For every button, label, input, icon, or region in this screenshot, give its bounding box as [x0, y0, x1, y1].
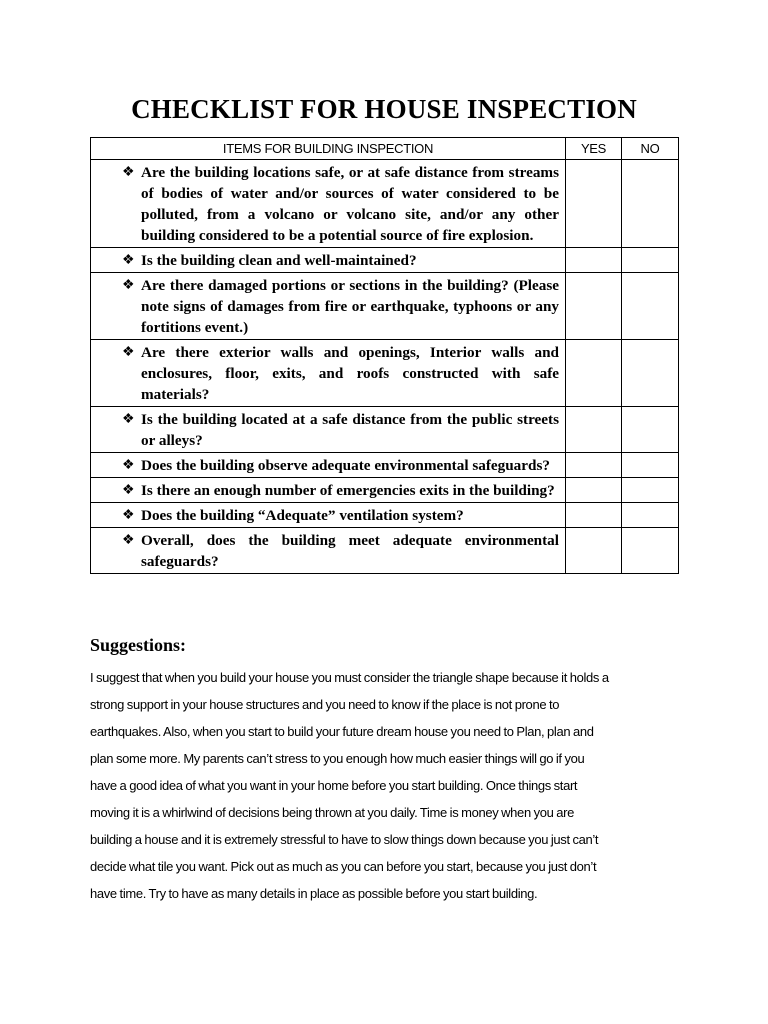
- item-cell: [91, 407, 566, 453]
- table-row: [91, 503, 679, 528]
- no-cell[interactable]: [622, 273, 679, 340]
- item-cell: [91, 273, 566, 340]
- diamond-bullet-icon: ❖: [122, 483, 135, 498]
- yes-cell[interactable]: [566, 528, 622, 574]
- item-cell: [91, 478, 566, 503]
- yes-cell[interactable]: [566, 478, 622, 503]
- diamond-bullet-icon: ❖: [122, 165, 135, 180]
- no-cell[interactable]: [622, 478, 679, 503]
- diamond-bullet-icon: ❖: [122, 458, 135, 473]
- header-yes: YES: [566, 138, 622, 160]
- item-text: Are there exterior walls and openings, Interior walls and enclosures, floor, exits, and roofs constructed with safe materials?: [141, 344, 559, 403]
- table-row: [91, 407, 679, 453]
- paragraph-line: plan some more. My parents can’t stress to you enough how much easier things will go if you: [90, 751, 585, 766]
- item-cell: [91, 503, 566, 528]
- table-row: [91, 248, 679, 273]
- table-row: [91, 528, 679, 574]
- paragraph-line: decide what tile you want. Pick out as much as you can before you start, because you just don’t: [90, 859, 597, 874]
- no-cell[interactable]: [622, 160, 679, 248]
- item-text: Are the building locations safe, or at safe distance from streams of bodies of water and/or sources of water considered to be polluted, from a volcano or volcano site, and/or any other building considered to be a potential source of fire explosion.: [141, 164, 559, 244]
- diamond-bullet-icon: ❖: [122, 278, 135, 293]
- item-cell: [91, 160, 566, 248]
- no-cell[interactable]: [622, 248, 679, 273]
- item-text: Are there damaged portions or sections in the building? (Please note signs of damages from fire or earthquake, typhoons or any fortitions event.): [141, 277, 559, 336]
- yes-cell[interactable]: [566, 160, 622, 248]
- suggestions-heading: Suggestions:: [90, 635, 187, 655]
- table-row: [91, 453, 679, 478]
- page-title: CHECKLIST FOR HOUSE INSPECTION: [131, 94, 637, 124]
- diamond-bullet-icon: ❖: [122, 533, 135, 548]
- no-cell[interactable]: [622, 407, 679, 453]
- suggestions-paragraph: [90, 664, 678, 907]
- header-no: NO: [622, 138, 679, 160]
- paragraph-line: earthquakes. Also, when you start to build your future dream house you need to Plan, plan and: [90, 724, 594, 739]
- diamond-bullet-icon: ❖: [122, 345, 135, 360]
- paragraph-line: have a good idea of what you want in your home before you start building. Once things start: [90, 778, 578, 793]
- item-text: Overall, does the building meet adequate environmental safeguards?: [141, 532, 559, 570]
- yes-cell[interactable]: [566, 407, 622, 453]
- no-cell[interactable]: [622, 340, 679, 407]
- table-row: [91, 160, 679, 248]
- yes-cell[interactable]: [566, 340, 622, 407]
- item-cell: [91, 453, 566, 478]
- paragraph-line: I suggest that when you build your house you must consider the triangle shape because it holds a: [90, 670, 609, 685]
- yes-cell[interactable]: [566, 248, 622, 273]
- item-cell: [91, 340, 566, 407]
- diamond-bullet-icon: ❖: [122, 508, 135, 523]
- paragraph-line: moving it is a whirlwind of decisions being thrown at you daily. Time is money when you are: [90, 805, 574, 820]
- table-header-row: [91, 138, 679, 160]
- item-text: Is the building located at a safe distance from the public streets or alleys?: [141, 411, 559, 449]
- paragraph-line: have time. Try to have as many details in place as possible before you start building.: [90, 886, 538, 901]
- diamond-bullet-icon: ❖: [122, 412, 135, 427]
- header-items: ITEMS FOR BUILDING INSPECTION: [91, 138, 566, 160]
- item-text: Does the building observe adequate environmental safeguards?: [141, 457, 550, 474]
- no-cell[interactable]: [622, 503, 679, 528]
- inspection-checklist-table: [90, 137, 679, 574]
- paragraph-line: strong support in your house structures and you need to know if the place is not prone to: [90, 697, 560, 712]
- yes-cell[interactable]: [566, 453, 622, 478]
- item-cell: [91, 248, 566, 273]
- item-cell: [91, 528, 566, 574]
- diamond-bullet-icon: ❖: [122, 253, 135, 268]
- no-cell[interactable]: [622, 528, 679, 574]
- item-text: Is the building clean and well-maintained?: [141, 252, 417, 269]
- item-text: Does the building “Adequate” ventilation system?: [141, 507, 464, 524]
- table-row: [91, 273, 679, 340]
- no-cell[interactable]: [622, 453, 679, 478]
- item-text: Is there an enough number of emergencies exits in the building?: [141, 482, 555, 499]
- table-row: [91, 478, 679, 503]
- yes-cell[interactable]: [566, 503, 622, 528]
- paragraph-line: building a house and it is extremely stressful to have to slow things down because you just can’t: [90, 832, 599, 847]
- table-row: [91, 340, 679, 407]
- yes-cell[interactable]: [566, 273, 622, 340]
